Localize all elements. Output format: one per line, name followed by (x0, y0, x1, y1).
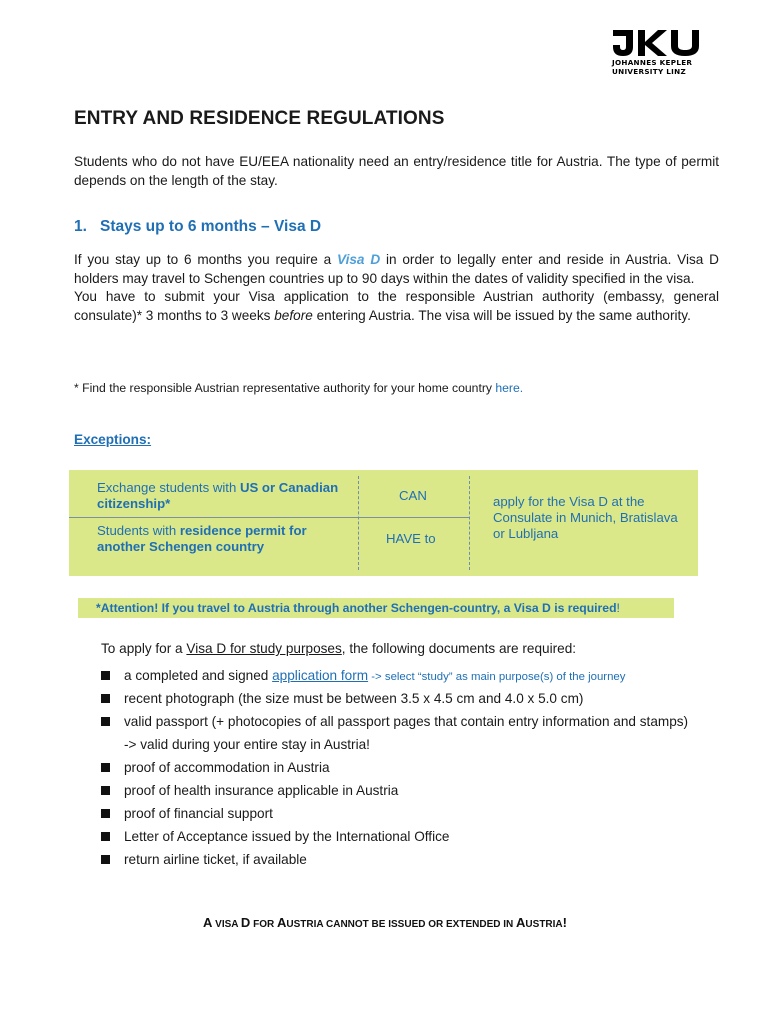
list-item (101, 710, 741, 733)
section-number: 1. (74, 218, 87, 235)
closing-d: FOR (250, 919, 277, 930)
jku-logo (611, 28, 721, 76)
exception-row-2-who (97, 523, 352, 555)
item1-text: a completed and signed (124, 668, 273, 683)
p2-text-after: entering Austria. The visa will be issued by the same authority. (312, 307, 691, 323)
p2-text-before: You have to submit your Visa application to the responsible Austrian authority (embassy, general consulate)* 3 months to 3 weeks (74, 289, 719, 323)
square-bullet-icon (101, 855, 110, 864)
footnote (74, 381, 523, 395)
row1-bold: US or Canadian citizenship* (97, 480, 339, 511)
item6-text: proof of financial support (124, 806, 273, 821)
attention-text: *Attention! If you travel to Austria through another Schengen-country, a Visa D is required (96, 601, 617, 615)
table-divider-1 (358, 476, 359, 570)
square-bullet-icon (101, 763, 110, 772)
exception-row-1-who (97, 480, 352, 512)
p2-italic-before: before (274, 307, 313, 323)
attention-exclamation: ! (616, 601, 620, 615)
p1-text-before: If you stay up to 6 months you require a (74, 252, 338, 267)
requirements-intro (101, 641, 576, 656)
row2-bold: residence permit for another Schengen country (97, 523, 307, 554)
closing-b: VISA (212, 919, 241, 930)
square-bullet-icon (101, 671, 110, 680)
visa-d-highlight: Visa D (337, 252, 381, 267)
req-intro-after: , the following documents are required: (341, 641, 577, 656)
table-divider-2 (469, 476, 470, 570)
list-item (101, 687, 741, 710)
logo-text-line1: JOHANNES KEPLER (612, 58, 693, 67)
item7-text: Letter of Acceptance issued by the International Office (124, 829, 450, 844)
list-item (101, 664, 741, 687)
footnote-text: * Find the responsible Austrian representative authority for your home country (74, 381, 496, 395)
requirements-list (101, 664, 741, 871)
closing-g: A (516, 915, 526, 930)
visa-d-paragraph-2 (74, 288, 719, 325)
page-title: ENTRY AND RESIDENCE REGULATIONS (74, 108, 445, 129)
exceptions-heading: Exceptions: (74, 432, 152, 447)
closing-statement (0, 915, 770, 930)
visa-d-paragraph (74, 251, 719, 325)
square-bullet-icon (101, 717, 110, 726)
exception-row-1-verb: CAN (399, 488, 427, 503)
closing-f: USTRIA CANNOT BE ISSUED OR EXTENDED IN (286, 919, 517, 930)
logo-text-line2: UNIVERSITY LINZ (612, 67, 686, 76)
list-item (101, 848, 741, 871)
square-bullet-icon (101, 809, 110, 818)
row1-plain: Exchange students with (97, 480, 240, 495)
section-title: Stays up to 6 months – Visa D (100, 218, 322, 235)
square-bullet-icon (101, 786, 110, 795)
exception-row-2-verb: HAVE to (386, 531, 436, 546)
row2-plain: Students with (97, 523, 180, 538)
list-item (101, 825, 741, 848)
closing-i: ! (562, 915, 567, 930)
p1-text-after: in order to legally enter and reside in Austria. Visa D holders may travel to Schengen countries up to 90 days within the dates of validity specified in the visa. (74, 252, 720, 286)
list-item-continuation (101, 733, 741, 756)
req-intro-before: To apply for a (101, 641, 187, 656)
jku-logo-mark (611, 28, 707, 58)
intro-paragraph: Students who do not have EU/EEA nationality need an entry/residence title for Austria. The type of permit depends on the length of the stay. (74, 154, 719, 188)
item2-text: recent photograph (the size must be between 3.5 x 4.5 cm and 4.0 x 5.0 cm) (124, 691, 584, 706)
attention-bar (78, 598, 674, 618)
closing-e: A (276, 915, 287, 930)
exceptions-table (69, 470, 698, 576)
closing-h: USTRIA (525, 919, 563, 930)
footnote-here-link[interactable]: here. (495, 381, 524, 395)
closing-c: D (240, 915, 251, 930)
visa-d-paragraph-1 (74, 251, 719, 288)
square-bullet-icon (101, 832, 110, 841)
exception-action: apply for the Visa D at the Consulate in Munich, Bratislava or Lubljana (493, 494, 678, 541)
item8-text: return airline ticket, if available (124, 852, 307, 867)
req-intro-underlined: Visa D for study purposes (186, 641, 342, 656)
list-item (101, 802, 741, 825)
table-row-divider (69, 517, 469, 518)
item5-text: proof of health insurance applicable in Austria (124, 783, 399, 798)
list-item (101, 779, 741, 802)
application-form-link[interactable]: application form (272, 668, 369, 683)
item3-text: valid passport (+ photocopies of all passport pages that contain entry information and stamps) (124, 714, 689, 729)
closing-a: A (203, 915, 213, 930)
item1-note: -> select “study” as main purpose(s) of the journey (368, 671, 626, 683)
square-bullet-icon (101, 694, 110, 703)
item3-continuation: -> valid during your entire stay in Austria! (124, 737, 370, 752)
list-item (101, 756, 741, 779)
item4-text: proof of accommodation in Austria (124, 760, 330, 775)
section-heading-visa-d (74, 218, 321, 236)
